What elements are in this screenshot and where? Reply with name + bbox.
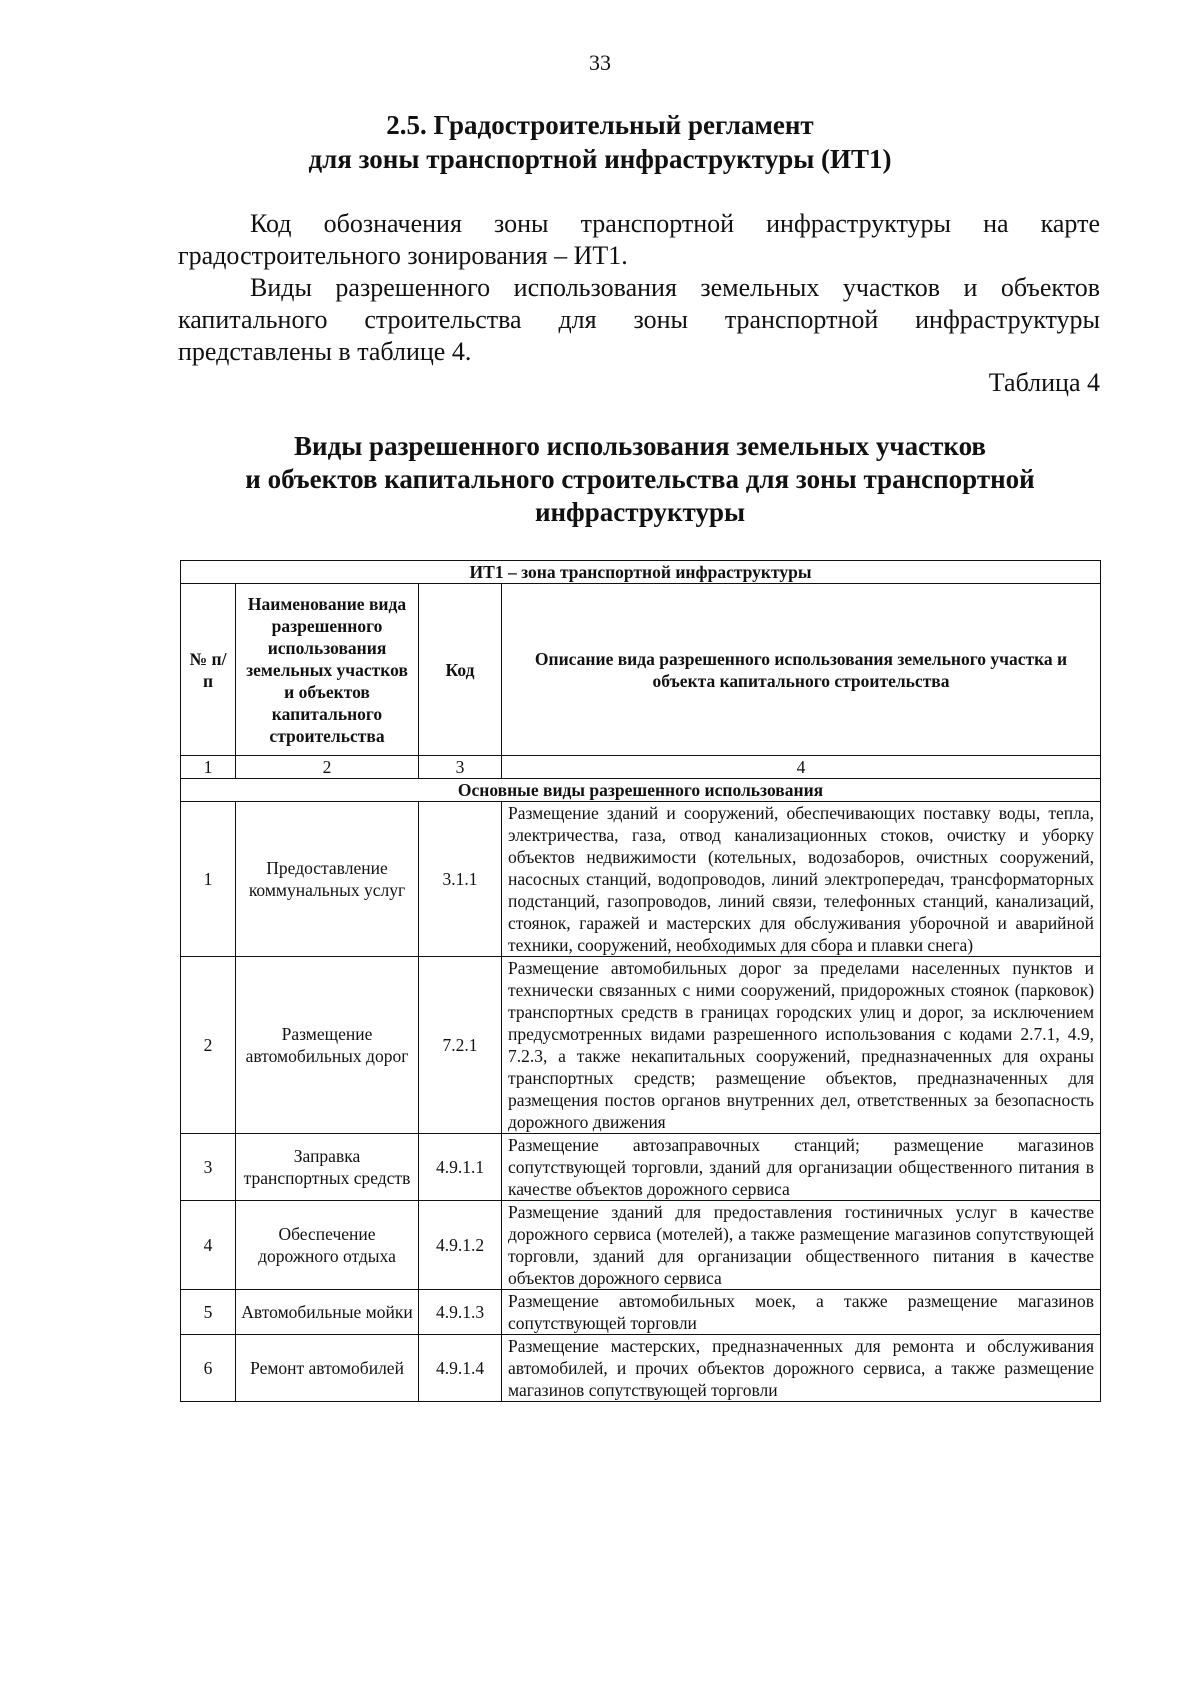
row-number: 4: [181, 1201, 236, 1290]
header-code: Код: [419, 584, 502, 756]
table-row: [181, 802, 1101, 957]
page-number: 33: [589, 50, 611, 75]
row-name: Обеспечение дорожного отдыха: [236, 1201, 419, 1290]
row-description: Размещение мастерских, предназначенных для ремонта и обслуживания автомобилей, и прочих объектов дорожного сервиса, а также размещение магазинов сопутствующей торговли: [502, 1335, 1101, 1402]
table-title: [180, 430, 1100, 529]
column-number: 4: [502, 756, 1101, 779]
row-name: Предоставление коммунальных услуг: [236, 802, 419, 957]
row-number: 6: [181, 1335, 236, 1402]
section-title-line-2: для зоны транспортной инфраструктуры (ИТ1): [308, 144, 892, 174]
header-name: Наименование вида разрешенного использования земельных участков и объектов капитального строительства: [236, 584, 419, 756]
column-number: 3: [419, 756, 502, 779]
table-row: [181, 1201, 1101, 1290]
row-name: Ремонт автомобилей: [236, 1335, 419, 1402]
section-row: [181, 779, 1101, 802]
row-name: Размещение автомобильных дорог: [236, 957, 419, 1134]
section-title-line-1: 2.5. Градостроительный регламент: [386, 110, 814, 140]
land-use-table: [180, 560, 1101, 1402]
row-code: 3.1.1: [419, 802, 502, 957]
row-description: Размещение зданий и сооружений, обеспечивающих поставку воды, тепла, электричества, газа, отвод канализационных стоков, очистку и уборку объектов недвижимости (котельных, водозаборов, очистных сооружений, насосных станций, водопроводов, линий электропередач, трансформаторных подстанций, газопроводов, линий связи, телефонных станций, канализаций, стоянок, гаражей и мастерских для обслуживания уборочной и аварийной техники, сооружений, необходимых для сбора и плавки снега): [502, 802, 1101, 957]
table-title-line-1: Виды разрешенного использования земельных участков: [294, 431, 986, 461]
section-title: [150, 108, 1050, 176]
row-number: 2: [181, 957, 236, 1134]
row-number: 5: [181, 1290, 236, 1335]
zone-title: ИТ1 – зона транспортной инфраструктуры: [181, 561, 1101, 584]
row-description: Размещение автомобильных моек, а также размещение магазинов сопутствующей торговли: [502, 1290, 1101, 1335]
table-row: [181, 1134, 1101, 1201]
paragraph-table-reference: Виды разрешенного использования земельных участков и объектов капитального строительства для зоны транспортной инфраструктуры представлены в таблице 4.: [178, 273, 1100, 366]
paragraph-zone-code: Код обозначения зоны транспортной инфраструктуры на карте градостроительного зонирования – ИТ1.: [178, 209, 1100, 270]
row-number: 3: [181, 1134, 236, 1201]
row-code: 7.2.1: [419, 957, 502, 1134]
section-label: Основные виды разрешенного использования: [181, 779, 1101, 802]
table-label: Таблица 4: [988, 368, 1100, 397]
table-title-line-3: инфраструктуры: [534, 497, 746, 527]
row-description: Размещение зданий для предоставления гостиничных услуг в качестве дорожного сервиса (мотелей), а также размещение магазинов сопутствующей торговли, зданий для организации общественного питания в качестве объектов дорожного сервиса: [502, 1201, 1101, 1290]
row-code: 4.9.1.3: [419, 1290, 502, 1335]
row-name: Автомобильные мойки: [236, 1290, 419, 1335]
table-row: [181, 957, 1101, 1134]
row-name: Заправка транспортных средств: [236, 1134, 419, 1201]
table-row: [181, 1335, 1101, 1402]
column-number: 2: [236, 756, 419, 779]
zone-title-row: [181, 561, 1101, 584]
row-number: 1: [181, 802, 236, 957]
header-number: № п/п: [181, 584, 236, 756]
row-code: 4.9.1.2: [419, 1201, 502, 1290]
table-row: [181, 1290, 1101, 1335]
row-code: 4.9.1.1: [419, 1134, 502, 1201]
header-description: Описание вида разрешенного использования земельного участка и объекта капитального строительства: [502, 584, 1101, 756]
row-description: Размещение автозаправочных станций; размещение магазинов сопутствующей торговли, зданий для организации общественного питания в качестве объектов дорожного сервиса: [502, 1134, 1101, 1201]
row-description: Размещение автомобильных дорог за пределами населенных пунктов и технически связанных с ними сооружений, придорожных стоянок (парковок) транспортных средств в границах городских улиц и дорог, за исключением предусмотренных видами разрешенного использования с кодами 2.7.1, 4.9, 7.2.3, а также некапитальных сооружений, предназначенных для охраны транспортных средств; размещение объектов, предназначенных для размещения постов органов внутренних дел, ответственных за безопасность дорожного движения: [502, 957, 1101, 1134]
header-row: [181, 584, 1101, 756]
column-number-row: [181, 756, 1101, 779]
table-title-line-2: и объектов капитального строительства для зоны транспортной: [245, 464, 1035, 494]
column-number: 1: [181, 756, 236, 779]
row-code: 4.9.1.4: [419, 1335, 502, 1402]
